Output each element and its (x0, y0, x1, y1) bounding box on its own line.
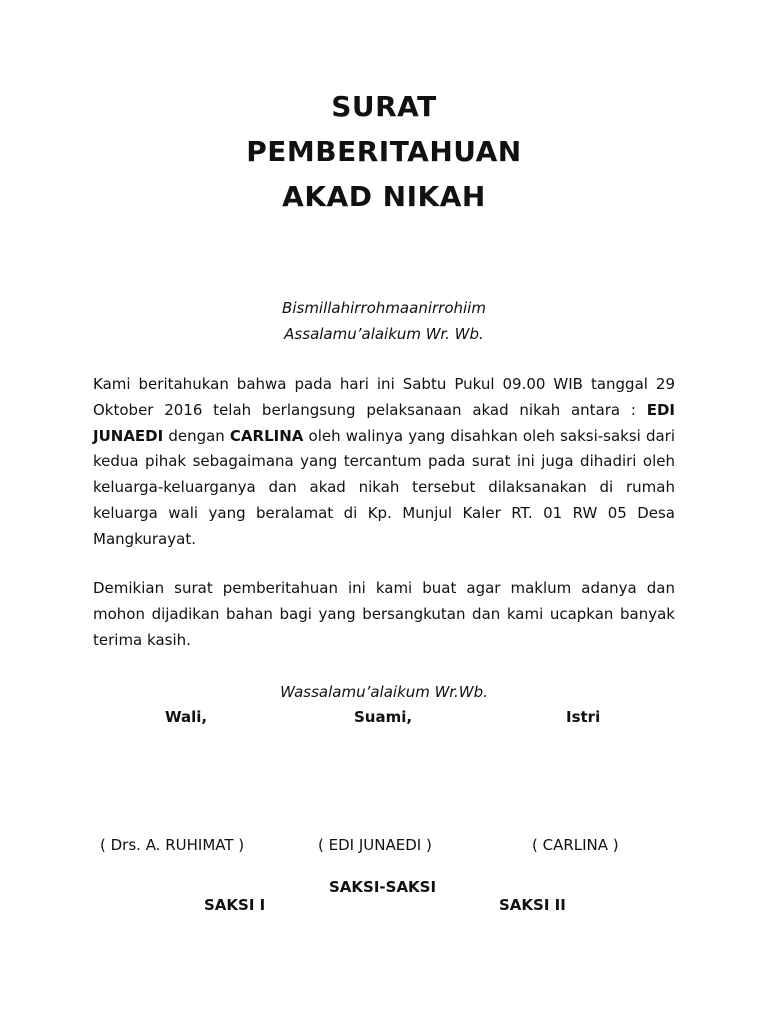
paragraph-1-intro: Kami beritahukan bahwa pada hari ini Sabtu Pukul 09.00 WIB tanggal 29 Oktober 2016 telah berlangsung pelaksanaan akad nikah antara : (93, 375, 675, 419)
paragraph-1-rest: oleh walinya yang disahkan oleh saksi-saksi dari kedua pihak sebagaimana yang tercantum pada surat ini juga dihadiri oleh keluarga-keluarganya dan akad nikah tersebut dilaksanakan di rumah keluarga wali yang beralamat di Kp. Munjul Kaler RT. 01 RW 05 Desa Mangkurayat. (93, 426, 676, 548)
istri-name: ( CARLINA ) (532, 836, 619, 854)
closing-salam: Wassalamu’alaikum Wr.Wb. (280, 683, 488, 701)
basmalah: Bismillahirrohmaanirrohiim (282, 299, 486, 317)
istri-label: Istri (566, 708, 601, 726)
suami-name: ( EDI JUNAEDI ) (318, 836, 432, 854)
title-line-2: PEMBERITAHUAN (246, 135, 522, 168)
witnesses-heading: SAKSI-SAKSI (329, 878, 437, 896)
opening-salam: Assalamu’alaikum Wr. Wb. (284, 325, 484, 343)
title-line-1: SURAT (331, 90, 437, 123)
body-paragraph-2: Demikian surat pemberitahuan ini kami buat agar maklum adanya dan mohon dijadikan bahan bagi yang bersangkutan dan kami ucapkan banyak terima kasih. (93, 579, 675, 649)
body-paragraph-1 (93, 372, 675, 553)
wali-label: Wali, (165, 708, 208, 726)
paragraph-1-mid: dengan (163, 426, 230, 445)
saksi-2-label: SAKSI II (499, 896, 566, 914)
saksi-1-label: SAKSI I (204, 896, 266, 914)
suami-label: Suami, (354, 708, 413, 726)
wali-name: ( Drs. A. RUHIMAT ) (100, 836, 245, 854)
title-line-3: AKAD NIKAH (282, 180, 486, 213)
bride-name: CARLINA (229, 426, 304, 445)
groom-name: EDI JUNAEDI (93, 400, 675, 445)
